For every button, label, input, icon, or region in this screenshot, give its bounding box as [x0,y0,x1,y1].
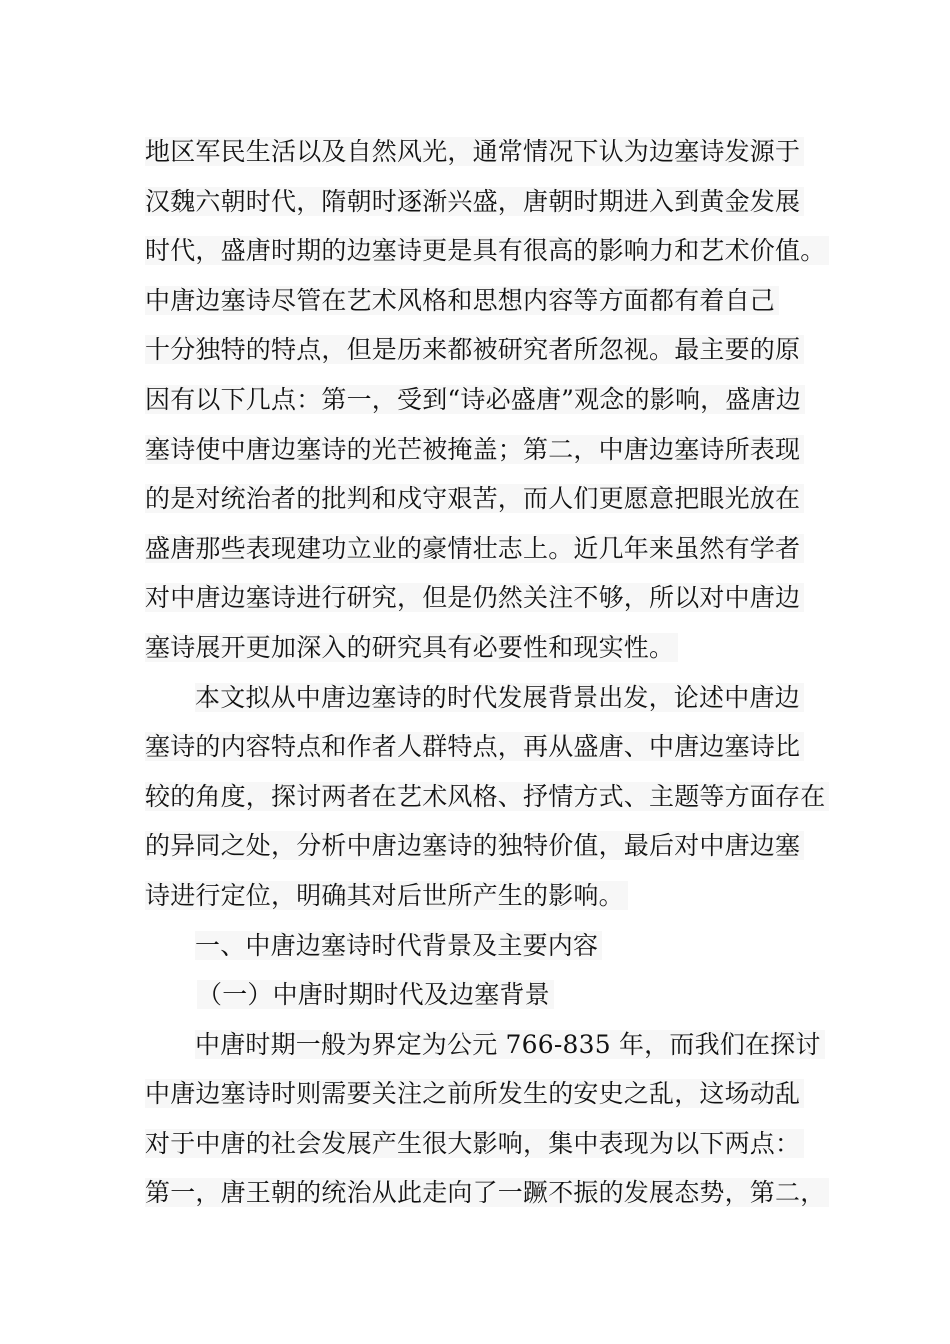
text-line [145,1168,835,1218]
text-line [145,524,835,574]
line-text: 对于中唐的社会发展产生很大影响，集中表现为以下两点： [145,1129,804,1158]
text-line [145,1119,835,1169]
line-text: 因有以下几点：第一，受到“诗必盛唐”观念的影响，盛唐边 [145,385,805,414]
line-text: 的异同之处，分析中唐边塞诗的独特价值，最后对中唐边塞 [145,831,804,860]
line-text: 十分独特的特点，但是历来都被研究者所忽视。最主要的原 [145,335,804,364]
text-line [145,276,835,326]
line-text: 盛唐那些表现建功立业的豪情壮志上。近几年来虽然有学者 [145,534,804,563]
section-heading [145,921,835,971]
line-text: 中唐时期一般为界定为公元 766-835 年，而我们在探讨 [195,1030,825,1059]
line-text: 中唐边塞诗尽管在艺术风格和思想内容等方面都有着自己 [145,286,779,315]
subsection-heading-text: （一）中唐时期时代及边塞背景 [197,980,554,1009]
paragraph-first-line [145,673,835,723]
text-line [145,871,835,921]
line-text: 地区军民生活以及自然风光，通常情况下认为边塞诗发源于 [145,137,804,166]
paragraph-first-line [145,1020,835,1070]
text-line [145,623,835,673]
document-body [145,127,835,1218]
line-text: 塞诗使中唐边塞诗的光芒被掩盖；第二，中唐边塞诗所表现 [145,435,804,464]
text-line [145,573,835,623]
line-text: 对中唐边塞诗进行研究，但是仍然关注不够，所以对中唐边 [145,583,804,612]
text-line [145,425,835,475]
line-text: 时代，盛唐时期的边塞诗更是具有很高的影响力和艺术价值。 [145,236,829,265]
text-line [145,821,835,871]
text-line [145,722,835,772]
line-text: 中唐边塞诗时则需要关注之前所发生的安史之乱，这场动乱 [145,1079,804,1108]
text-line [145,127,835,177]
text-line [145,325,835,375]
text-line [145,474,835,524]
line-text: 第一，唐王朝的统治从此走向了一蹶不振的发展态势，第二， [145,1178,829,1207]
line-text: 本文拟从中唐边塞诗的时代发展背景出发，论述中唐边 [195,683,804,712]
text-line [145,375,835,425]
text-line [145,177,835,227]
line-text: 汉魏六朝时代，隋朝时逐渐兴盛，唐朝时期进入到黄金发展 [145,187,804,216]
text-line [145,1069,835,1119]
line-text: 较的角度，探讨两者在艺术风格、抒情方式、主题等方面存在 [145,782,829,811]
section-heading-text: 一、中唐边塞诗时代背景及主要内容 [195,931,602,960]
line-text: 的是对统治者的批判和戍守艰苦，而人们更愿意把眼光放在 [145,484,804,513]
subsection-heading [145,970,835,1020]
text-line [145,772,835,822]
line-text: 塞诗展开更加深入的研究具有必要性和现实性。 [145,633,678,662]
text-line [145,226,835,276]
line-text: 诗进行定位，明确其对后世所产生的影响。 [145,881,628,910]
line-text: 塞诗的内容特点和作者人群特点，再从盛唐、中唐边塞诗比 [145,732,804,761]
